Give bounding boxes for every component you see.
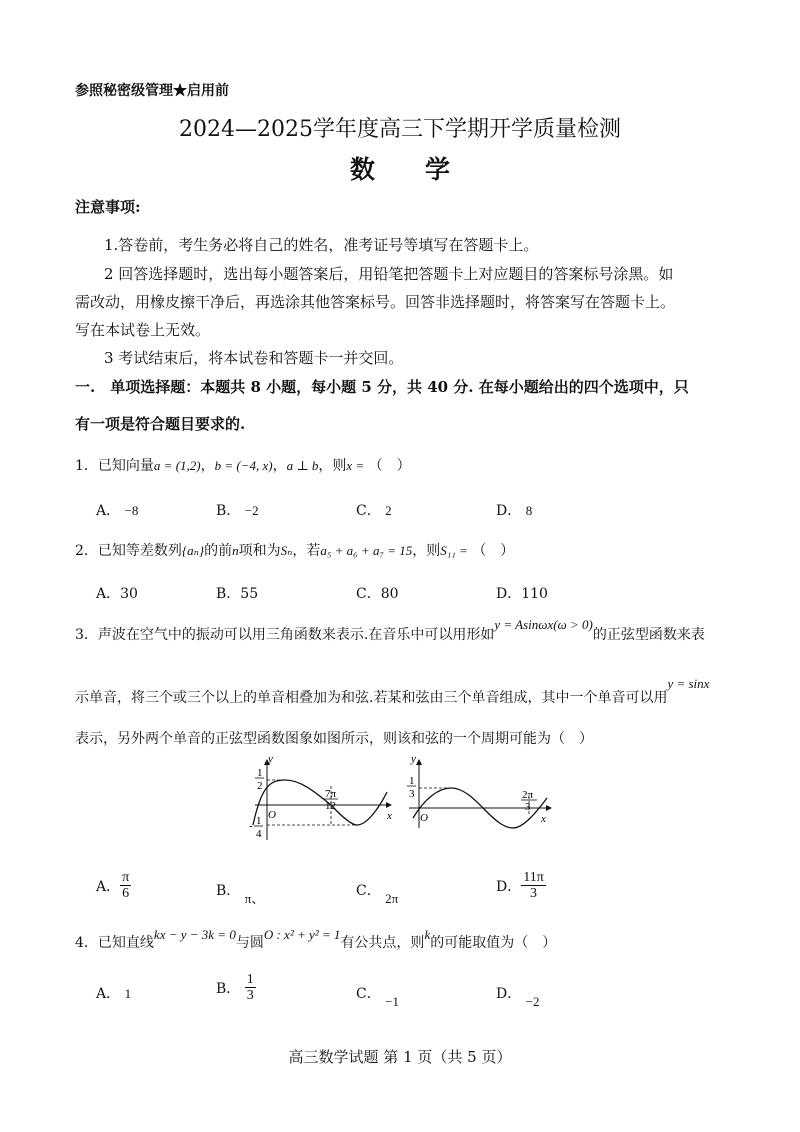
section-heading-cont: 有一项是符合题目要求的.	[75, 415, 246, 433]
note-item: 2 回答选择题时，选出每小题答案后，用铅笔把答题卡上对应题目的答案标号涂黑。如	[104, 265, 674, 283]
question-4	[75, 927, 557, 952]
tick-label: 1	[409, 775, 415, 787]
q3-option-d[interactable]: D． $\frac{11\pi}{3}$	[496, 870, 544, 902]
q2-text: 的前	[204, 543, 233, 559]
question-3-line3: 表示，另外两个单音的正弦型函数图象如图所示，则该和弦的一个周期可能为（ ）	[75, 731, 593, 747]
section-heading: 一. 单项选择题：本题共 8 小题，每小题 5 分，共 40 分. 在每小题给出的四个选项中，只	[75, 378, 689, 396]
note-item: 需改动，用橡皮擦干净后，再选涂其他答案标号。回答非选择题时，将答案写在答题卡上。	[75, 293, 676, 311]
q1-option-d[interactable]: D． 8	[496, 503, 533, 519]
notes-heading: 注意事项:	[75, 198, 141, 216]
q3-text: 3．声波在空气中的振动可以用三角函数来表示.在音乐中可以用形如	[75, 627, 495, 643]
q2-text: ，则	[412, 543, 441, 559]
q4-option-b[interactable]: B． $\frac{1}{3}$	[216, 972, 254, 1004]
q4-line-equation: kx − y − 3k = 0	[153, 927, 236, 942]
q1-option-b[interactable]: B． −2	[216, 503, 259, 519]
q4-text: 的可能取值为（ ）	[430, 935, 557, 951]
tick-label: -	[249, 820, 253, 832]
tick-label: 3	[525, 801, 531, 813]
q1-vector-a: a = (1,2)	[153, 458, 201, 473]
page-footer: 高三数学试题 第 1 页（共 5 页）	[288, 1048, 512, 1066]
q4-text: 4．已知直线	[75, 935, 154, 951]
origin-label: O	[268, 809, 276, 821]
q3-text: 示单音，将三个或三个以上的单音相叠加为和弦.若某和弦由三个单音组成，其中一个单音可以用	[75, 690, 668, 706]
tick-label: 4	[256, 828, 262, 840]
exam-title: 2024—2025学年度高三下学期开学质量检测	[179, 117, 621, 142]
origin-label: O	[420, 812, 428, 824]
q2-text: 2．已知等差数列	[75, 543, 182, 559]
q3-formula-2: y = sinx	[667, 676, 710, 691]
q4-circle-equation: O : x² + y² = 1	[263, 927, 341, 942]
note-item: 写在本试卷上无效。	[75, 321, 211, 339]
q1-blank: （ ）	[368, 458, 411, 474]
y-label: y	[411, 753, 416, 765]
q3-formula: y = Asinωx(ω > 0)	[494, 617, 593, 632]
y-label: y	[268, 753, 273, 765]
q2-text: ，若	[292, 543, 321, 559]
q1-text: ，则	[318, 458, 347, 474]
q2-option-c[interactable]: C．80	[356, 586, 399, 602]
tick-label: 12	[325, 800, 336, 812]
q3-text: 的正弦型函数来表	[592, 627, 705, 643]
q4-k: k	[424, 927, 431, 942]
q2-s11: S₁₁ =	[440, 543, 468, 558]
q1-sep: ，	[200, 458, 215, 474]
q1-text: 1．已知向量	[75, 458, 154, 474]
q1-option-a[interactable]: A． −8	[96, 503, 139, 519]
tick-label: 7π	[325, 788, 337, 800]
q1-sep: ，	[272, 458, 287, 474]
tick-label: 1	[257, 767, 263, 779]
q2-sn: Sₙ	[280, 543, 293, 558]
q2-blank: （ ）	[472, 543, 515, 559]
question-3	[75, 617, 705, 644]
q4-option-c[interactable]: C． −1	[356, 986, 400, 1009]
q3-option-a[interactable]: A． $\frac{\pi}{6}$	[96, 870, 130, 902]
question-3-line2	[75, 676, 710, 707]
tick-label: 3	[409, 788, 415, 800]
confidentiality-label: 参照秘密级管理★启用前	[75, 83, 229, 99]
tick-label: 2π	[522, 789, 534, 801]
question-1	[75, 455, 411, 475]
x-label: x	[541, 813, 546, 825]
tick-label: 1	[256, 815, 262, 827]
tick-label: 2	[257, 780, 263, 792]
q2-text: 项和为	[238, 543, 281, 559]
q3-graph-1	[245, 752, 395, 844]
x-label: x	[387, 810, 392, 822]
subject-title: 数 学	[349, 155, 450, 184]
q4-text: 有公共点，则	[340, 935, 425, 951]
q2-sequence: {aₙ}	[181, 543, 205, 558]
note-item: 3 考试结束后，将本试卷和答题卡一并交回。	[104, 349, 404, 367]
q2-n: n	[232, 543, 239, 558]
q2-option-a[interactable]: A．30	[96, 586, 138, 602]
q3-option-b[interactable]: B． π、	[216, 883, 265, 906]
q1-vector-b: b = (−4, x)	[214, 458, 273, 473]
q3-graph-2	[405, 752, 555, 832]
question-2	[75, 540, 514, 560]
q1-option-c[interactable]: C． 2	[356, 503, 392, 519]
q2-option-d[interactable]: D．110	[496, 586, 548, 602]
q2-condition: a₅ + a₆ + a₇ = 15	[320, 543, 413, 558]
note-item: 1.答卷前，考生务必将自己的姓名，准考证号等填写在答题卡上。	[104, 236, 539, 254]
q4-option-a[interactable]: A． 1	[96, 986, 132, 1002]
q3-option-c[interactable]: C． 2π	[356, 883, 399, 906]
q4-option-d[interactable]: D． −2	[496, 986, 540, 1009]
q4-text: 与圆	[235, 935, 264, 951]
q2-option-b[interactable]: B．55	[216, 586, 259, 602]
q1-x: x =	[346, 458, 365, 473]
q1-perp: a ⊥ b	[286, 458, 319, 473]
